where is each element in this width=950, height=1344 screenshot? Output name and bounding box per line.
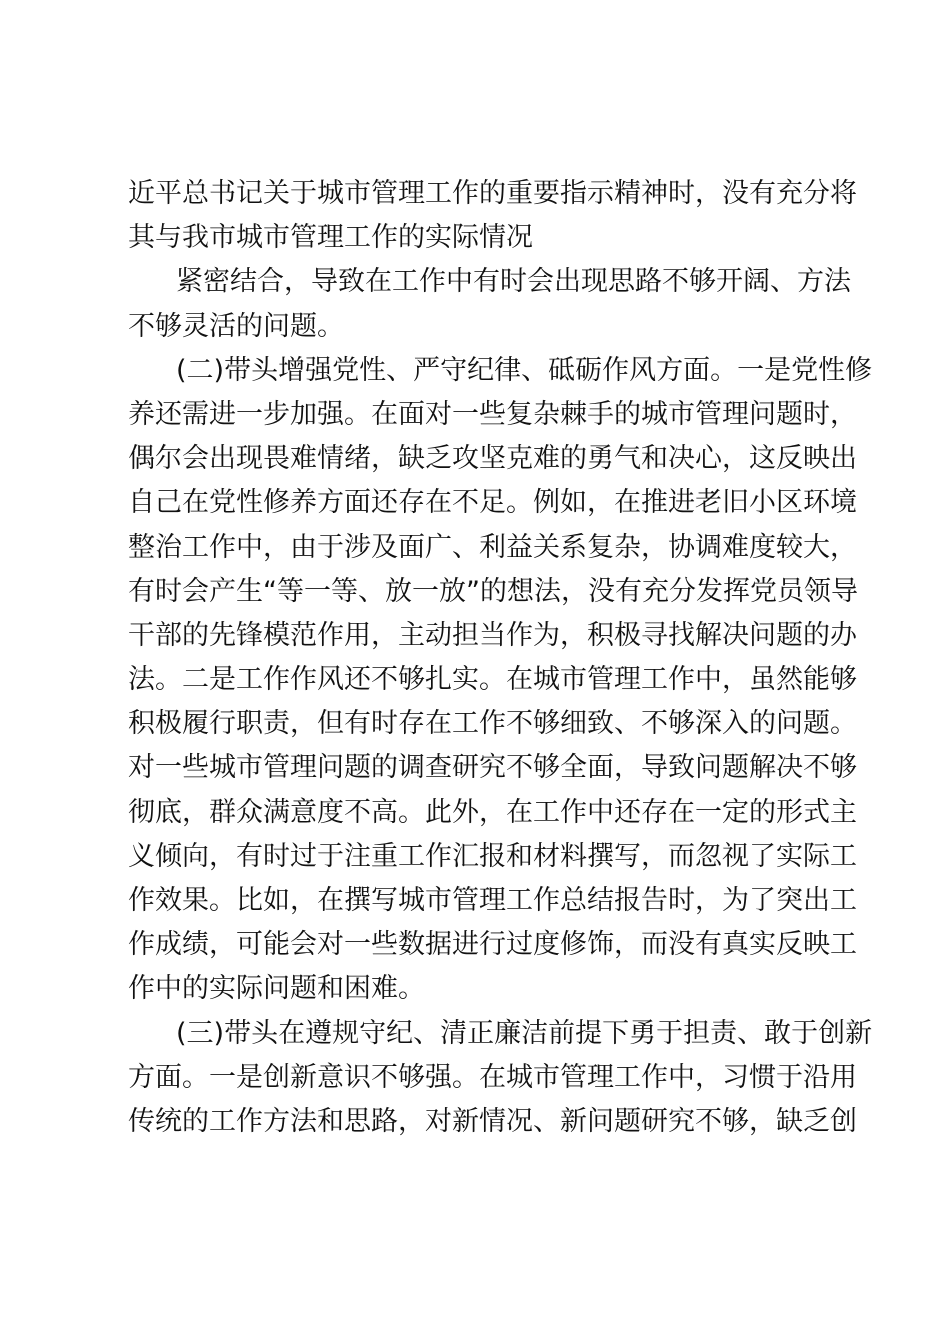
text-line: 积极履行职责，但有时存在工作不够细致、不够深入的问题。 (128, 708, 857, 740)
text-line: 干部的先锋模范作用，主动担当作为，积极寻找解决问题的办 (128, 619, 857, 651)
section-heading-line: (三)带头在遵规守纪、清正廉洁前提下勇于担责、敢于创新 (176, 1017, 873, 1049)
text-line: 有时会产生“等一等、放一放”的想法，没有充分发挥党员领导 (128, 575, 858, 607)
text-line: 偶尔会出现畏难情绪，缺乏攻坚克难的勇气和决心，这反映出 (128, 443, 857, 475)
text-line: 彻底，群众满意度不高。此外，在工作中还存在一定的形式主 (128, 796, 857, 828)
text-line: 义倾向，有时过于注重工作汇报和材料撰写，而忽视了实际工 (128, 840, 857, 872)
text-line: 不够灵活的问题。 (128, 310, 344, 342)
section-heading-line: (二)带头增强党性、严守纪律、砥砺作风方面。一是党性修 (176, 354, 873, 386)
text-line: 传统的工作方法和思路，对新情况、新问题研究不够，缺乏创 (128, 1105, 857, 1137)
text-line: 作效果。比如，在撰写城市管理工作总结报告时，为了突出工 (128, 885, 857, 916)
text-line: 作成绩，可能会对一些数据进行过度修饰，而没有真实反映工 (128, 929, 857, 961)
text-line: 其与我市城市管理工作的实际情况 (128, 222, 533, 254)
text-line: 养还需进一步加强。在面对一些复杂棘手的城市管理问题时， (128, 398, 857, 430)
text-line: 作中的实际问题和困难。 (128, 973, 425, 1005)
body-text (128, 172, 873, 1144)
text-line: 对一些城市管理问题的调查研究不够全面，导致问题解决不够 (128, 752, 857, 784)
text-line: 整治工作中，由于涉及面广、利益关系复杂，协调难度较大， (128, 531, 857, 563)
text-line: 近平总书记关于城市管理工作的重要指示精神时，没有充分将 (128, 178, 857, 209)
text-line: 法。二是工作作风还不够扎实。在城市管理工作中，虽然能够 (128, 664, 857, 696)
text-line: 方面。一是创新意识不够强。在城市管理工作中，习惯于沿用 (128, 1061, 857, 1093)
paragraph-start-line: 紧密结合，导致在工作中有时会出现思路不够开阔、方法 (176, 266, 851, 298)
text-line: 自己在党性修养方面还存在不足。例如，在推进老旧小区环境 (128, 487, 857, 519)
